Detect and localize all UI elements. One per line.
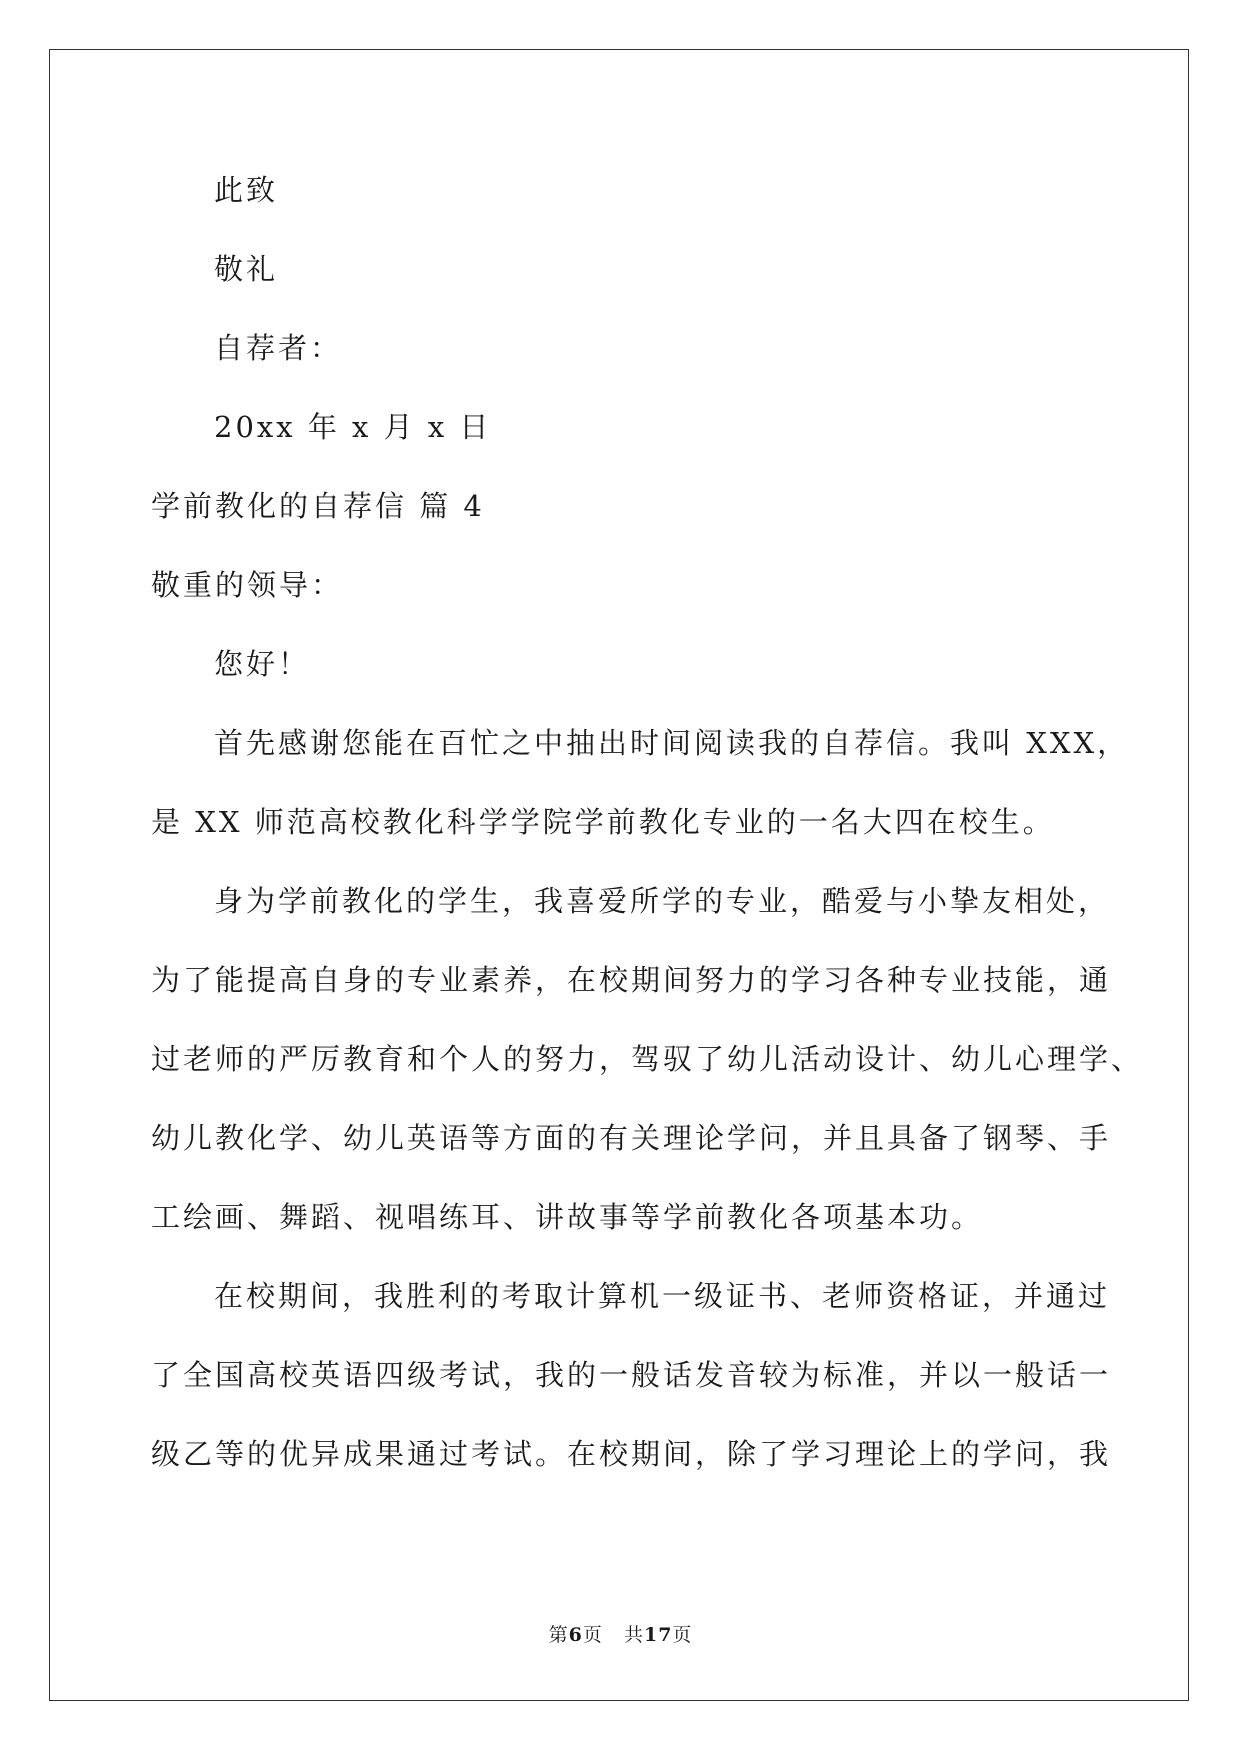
- paragraph-line: 在校期间，我胜利的考取计算机一级证书、老师资格证，并通过: [214, 1279, 1111, 1313]
- footer-page-suffix: 页: [582, 1624, 603, 1646]
- paragraph-line: 首先感谢您能在百忙之中抽出时间阅读我的自荐信。我叫 XXX，: [214, 726, 1130, 760]
- footer-total-suffix: 页: [672, 1624, 693, 1646]
- section-heading: 学前教化的自荐信 篇 4: [151, 489, 485, 523]
- date-line: 20xx 年 x 月 x 日: [214, 410, 492, 444]
- page-footer: [0, 1623, 1241, 1647]
- footer-prefix: 第: [548, 1624, 569, 1646]
- total-pages-number: 17: [643, 1624, 673, 1646]
- paragraph-line: 是 XX 师范高校教化科学学院学前教化专业的一名大四在校生。: [151, 805, 1055, 839]
- paragraph-line: 为了能提高自身的专业素养，在校期间努力的学习各种专业技能，通: [151, 963, 1112, 997]
- paragraph-line: 了全国高校英语四级考试，我的一般话发音较为标准，并以一般话一: [151, 1358, 1112, 1392]
- current-page-number: 6: [568, 1624, 583, 1646]
- paragraph-line: 工绘画、舞蹈、视唱练耳、讲故事等学前教化各项基本功。: [151, 1200, 984, 1234]
- greeting: 您好！: [214, 647, 311, 681]
- paragraph-line: 级乙等的优异成果通过考试。在校期间，除了学习理论上的学问，我: [151, 1437, 1112, 1471]
- closing-jingli: 敬礼: [214, 252, 279, 286]
- signature-label: 自荐者：: [214, 331, 343, 365]
- paragraph-line: 幼儿教化学、幼儿英语等方面的有关理论学问，并且具备了钢琴、手: [151, 1121, 1112, 1155]
- salutation: 敬重的领导：: [151, 568, 344, 602]
- paragraph-line: 过老师的严厉教育和个人的努力，驾驭了幼儿活动设计、幼儿心理学、: [151, 1042, 1144, 1076]
- closing-cizhi: 此致: [214, 173, 279, 207]
- footer-total-prefix: 共: [623, 1624, 644, 1646]
- paragraph-line: 身为学前教化的学生，我喜爱所学的专业，酷爱与小挚友相处，: [214, 884, 1111, 918]
